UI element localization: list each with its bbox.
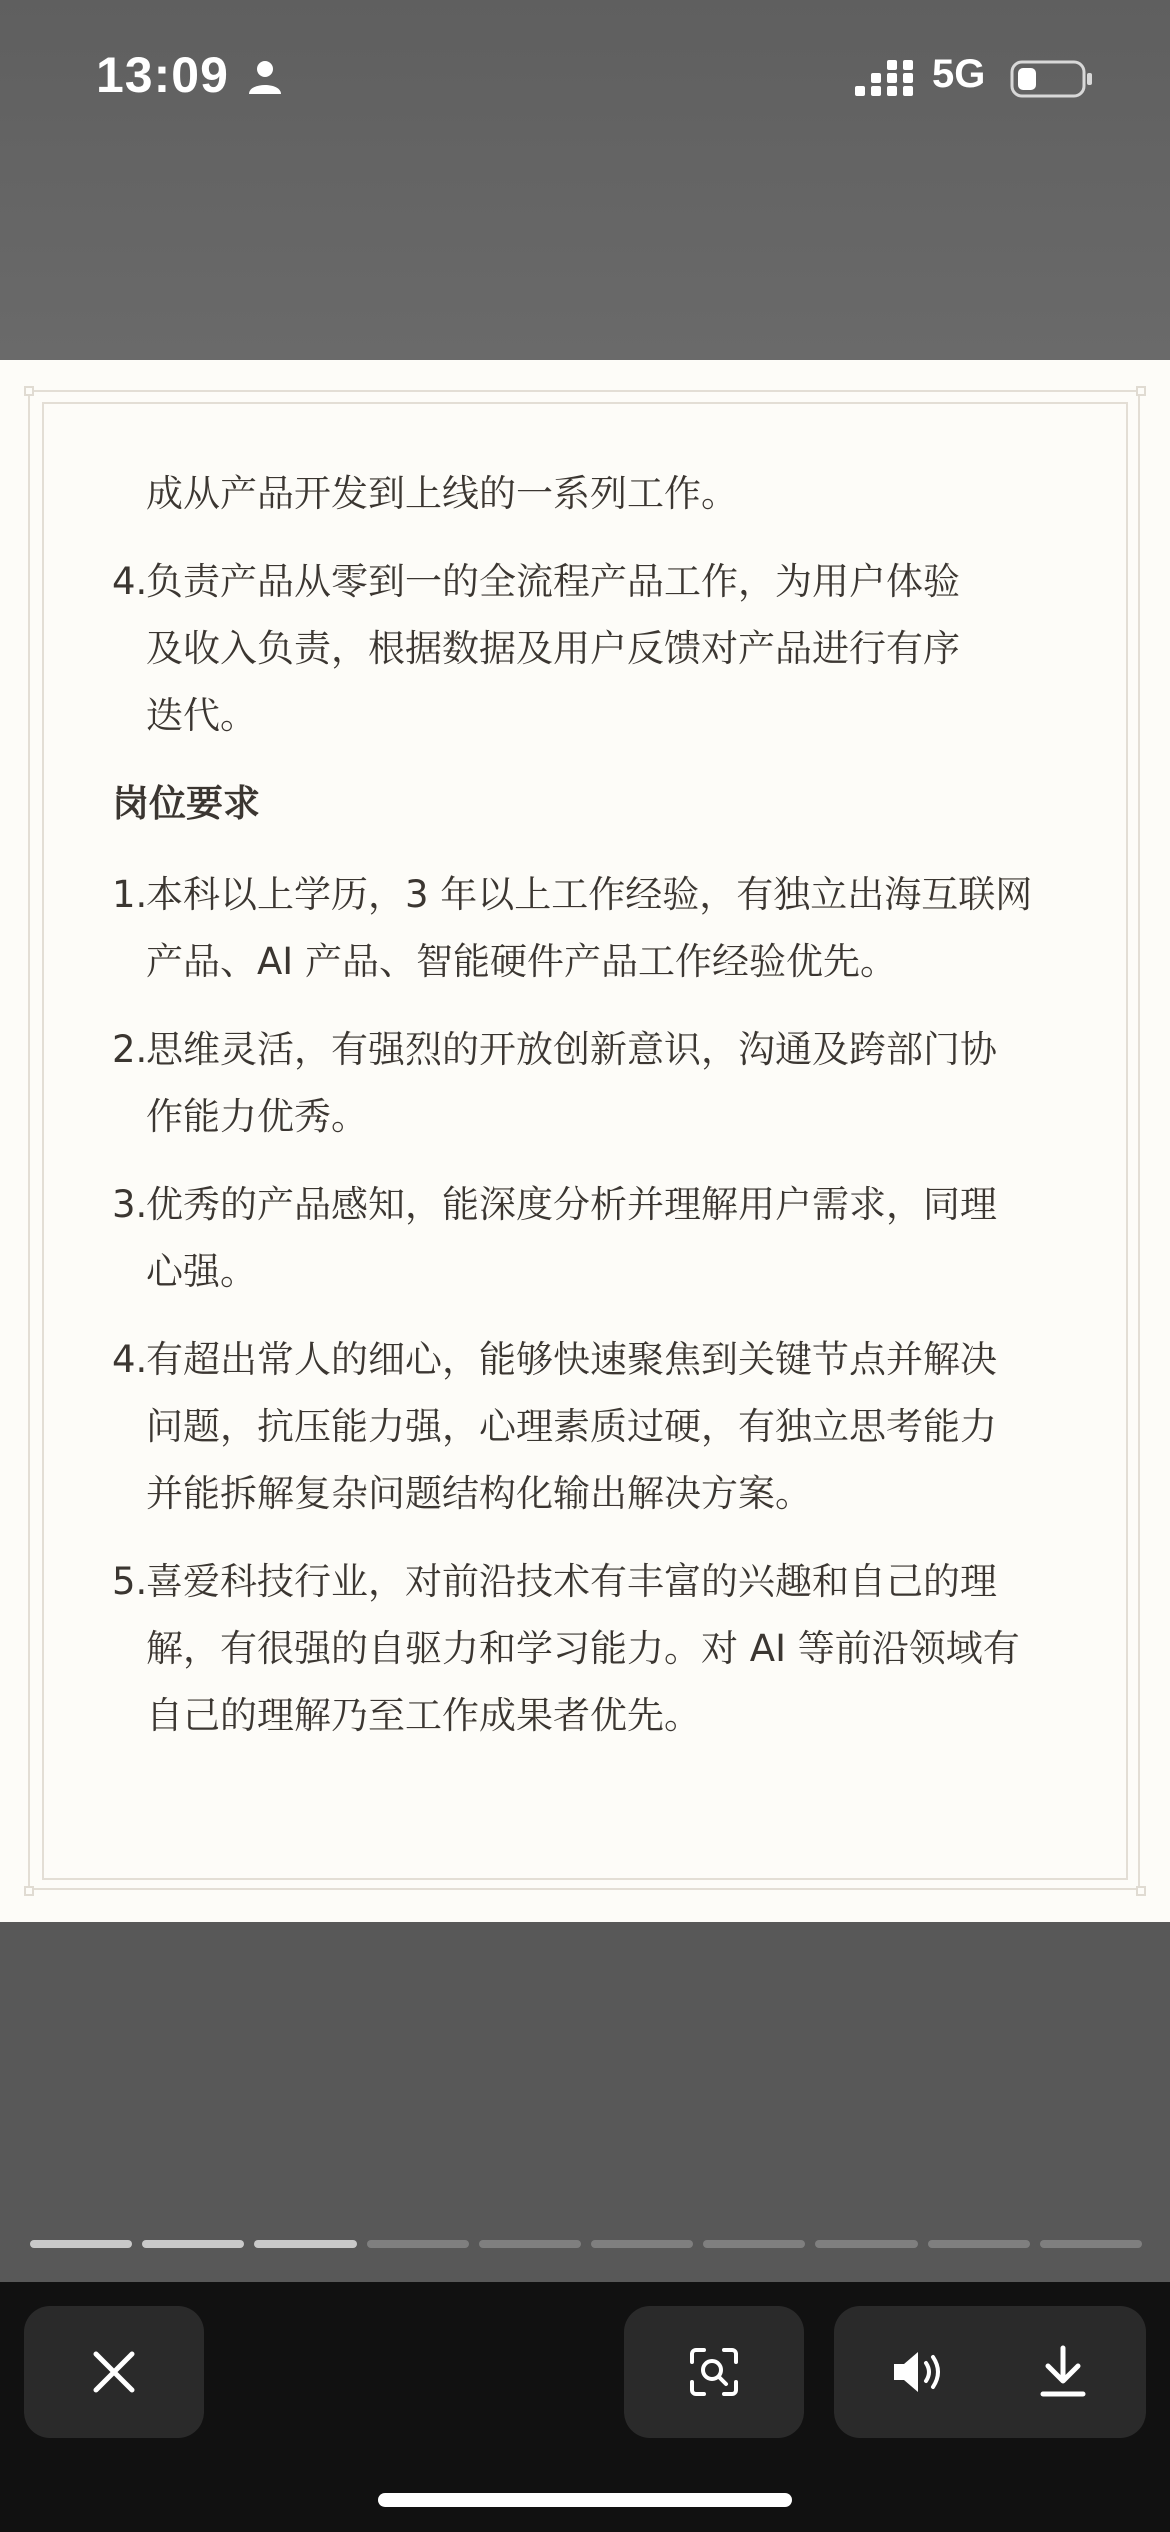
progress-segment (928, 2240, 1030, 2248)
section-heading: 岗位要求 (112, 782, 260, 825)
item-number: 3. (112, 1183, 148, 1226)
document-text (112, 460, 1072, 1770)
item-line: 作能力优秀。 (146, 1095, 368, 1138)
progress-segment (1040, 2240, 1142, 2248)
download-icon (1038, 2344, 1088, 2400)
close-icon (91, 2349, 137, 2395)
page-progress-bar (30, 2240, 1142, 2248)
media-controls (834, 2306, 1146, 2438)
responsibility-item (112, 548, 1072, 749)
person-icon (246, 58, 284, 96)
progress-segment (142, 2240, 244, 2248)
item-line: 本科以上学历，3 年以上工作经验，有独立出海互联网 (146, 873, 1033, 916)
requirement-item (112, 1171, 1072, 1305)
requirement-item (112, 1016, 1072, 1150)
progress-segment (367, 2240, 469, 2248)
download-button[interactable] (1028, 2340, 1098, 2404)
status-bar (0, 0, 1170, 150)
progress-segment (591, 2240, 693, 2248)
speaker-icon (890, 2347, 948, 2397)
frame-corner (24, 386, 34, 396)
close-button[interactable] (24, 2306, 204, 2438)
frame-corner (1136, 1886, 1146, 1896)
item-number: 2. (112, 1028, 148, 1071)
progress-segment (479, 2240, 581, 2248)
item-line: 思维灵活，有强烈的开放创新意识，沟通及跨部门协 (146, 1028, 997, 1071)
progress-segment (703, 2240, 805, 2248)
battery-icon (1010, 60, 1094, 98)
requirement-item (112, 861, 1072, 995)
continued-paragraph: 成从产品开发到上线的一系列工作。 (146, 472, 738, 515)
item-line: 心强。 (146, 1250, 257, 1293)
status-time: 13:09 (96, 47, 229, 103)
item-number: 4. (112, 560, 148, 603)
item-line: 迭代。 (146, 694, 257, 737)
cellular-signal-icon (855, 60, 915, 100)
item-line: 优秀的产品感知，能深度分析并理解用户需求，同理 (146, 1183, 997, 1226)
progress-segment (815, 2240, 917, 2248)
item-line: 并能拆解复杂问题结构化输出解决方案。 (146, 1472, 812, 1515)
requirement-item (112, 1326, 1072, 1527)
item-number: 5. (112, 1560, 148, 1603)
frame-corner (24, 1886, 34, 1896)
item-line: 及收入负责，根据数据及用户反馈对产品进行有序 (146, 627, 960, 670)
item-number: 4. (112, 1338, 148, 1381)
item-line: 解，有很强的自驱力和学习能力。对 AI 等前沿领域有 (146, 1627, 1020, 1670)
home-indicator (378, 2493, 792, 2507)
frame-corner (1136, 386, 1146, 396)
item-line: 产品、AI 产品、智能硬件产品工作经验优先。 (146, 940, 897, 983)
sound-button[interactable] (884, 2342, 954, 2402)
scan-text-button[interactable] (624, 2306, 804, 2438)
item-line: 自己的理解乃至工作成果者优先。 (146, 1694, 701, 1737)
scan-text-icon (688, 2346, 740, 2398)
item-line: 有超出常人的细心，能够快速聚焦到关键节点并解决 (146, 1338, 997, 1381)
progress-segment (254, 2240, 356, 2248)
item-line: 负责产品从零到一的全流程产品工作，为用户体验 (146, 560, 960, 603)
requirement-item (112, 1548, 1072, 1749)
document-image (0, 360, 1170, 1922)
item-line: 问题，抗压能力强，心理素质过硬，有独立思考能力 (146, 1405, 997, 1448)
item-line: 喜爱科技行业，对前沿技术有丰富的兴趣和自己的理 (146, 1560, 997, 1603)
progress-segment (30, 2240, 132, 2248)
network-type: 5G (932, 52, 986, 96)
item-number: 1. (112, 873, 148, 916)
